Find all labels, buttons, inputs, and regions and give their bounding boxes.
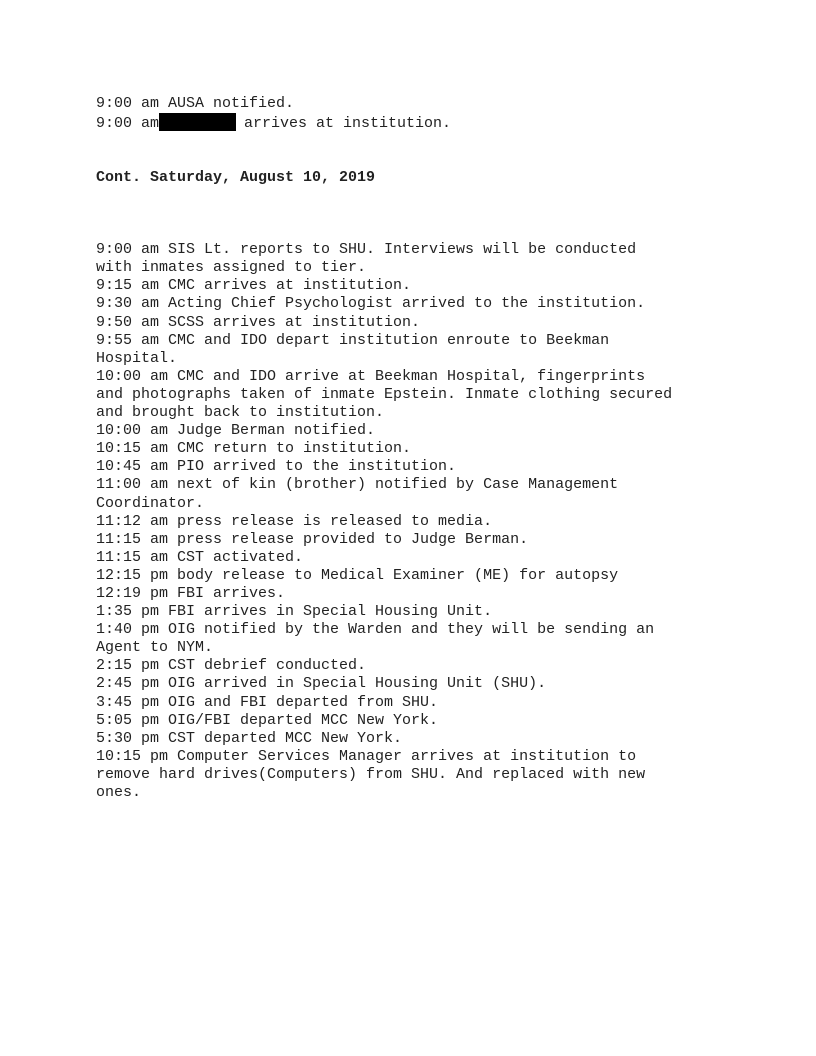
entry-line: 2:15 pm CST debrief conducted.	[96, 657, 367, 675]
entry-line: 11:12 am press release is released to media.	[96, 512, 493, 530]
entry-line: and brought back to institution.	[96, 404, 385, 422]
entry-line: 11:00 am next of kin (brother) notified by Case Management	[96, 476, 619, 494]
entry-line: 5:05 pm OIG/FBI departed MCC New York.	[96, 711, 439, 729]
timeline-entries	[96, 241, 736, 802]
entry-line: 10:45 am PIO arrived to the institution.	[96, 458, 457, 476]
entry-line: 5:30 pm CST departed MCC New York.	[96, 729, 403, 747]
entry-line: Coordinator.	[96, 494, 205, 512]
entry-line: 9:50 am SCSS arrives at institution.	[96, 313, 421, 331]
entry-line: 10:00 am Judge Berman notified.	[96, 422, 376, 440]
entry-line: 9:55 am CMC and IDO depart institution enroute to Beekman	[96, 331, 610, 349]
entry-line: 10:15 pm Computer Services Manager arrives at institution to	[96, 747, 637, 765]
entry-line: Hospital.	[96, 349, 178, 367]
entry-line: 10:00 am CMC and IDO arrive at Beekman Hospital, fingerprints	[96, 367, 646, 385]
entry-line: remove hard drives(Computers) from SHU. And replaced with new	[96, 765, 646, 783]
document-page	[96, 95, 736, 802]
entry-line-redacted	[96, 113, 736, 133]
entry-line: 12:15 pm body release to Medical Examiner (ME) for autopsy	[96, 566, 619, 584]
entry-line: 11:15 am press release provided to Judge Berman.	[96, 530, 529, 548]
entry-line: ones.	[96, 784, 142, 801]
entry-line: 10:15 am CMC return to institution.	[96, 440, 412, 458]
redaction-block	[159, 113, 236, 131]
entry-line: with inmates assigned to tier.	[96, 259, 367, 277]
entry-line: 11:15 am CST activated.	[96, 548, 304, 566]
entry-line: 9:00 am SIS Lt. reports to SHU. Interviews will be conducted	[96, 241, 637, 259]
entry-line: Agent to NYM.	[96, 639, 214, 657]
entry-line: 1:35 pm FBI arrives in Special Housing Unit.	[96, 603, 493, 621]
entry-line: 1:40 pm OIG notified by the Warden and they will be sending an	[96, 621, 655, 639]
entry-line: 9:15 am CMC arrives at institution.	[96, 277, 412, 295]
entry-line: 9:30 am Acting Chief Psychologist arrived to the institution.	[96, 295, 646, 313]
entry-text: arrives at institution.	[244, 115, 452, 133]
section-heading: Cont. Saturday, August 10, 2019	[96, 169, 376, 187]
entry-line: 3:45 pm OIG and FBI departed from SHU.	[96, 693, 439, 711]
entry-line: 12:19 pm FBI arrives.	[96, 584, 286, 602]
entry-line: and photographs taken of inmate Epstein. Inmate clothing secured	[96, 385, 673, 403]
entry-line: 9:00 am AUSA notified.	[96, 95, 295, 112]
entry-line: 2:45 pm OIG arrived in Special Housing Unit (SHU).	[96, 675, 547, 693]
entry-time: 9:00 am	[96, 115, 160, 133]
